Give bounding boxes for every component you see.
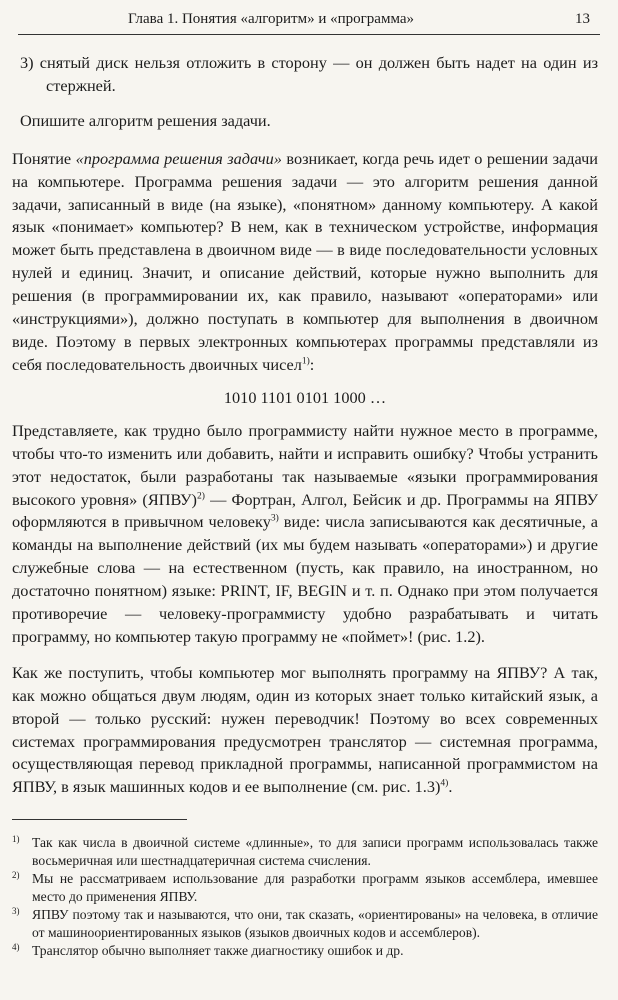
paragraph-text: возникает, когда речь идет о решении задачи на компьютере. Программа решения задачи — это алгоритм решения данной задачи, записанный в виде (на языке), «понятном» данному компьютеру. А какой язык «понимает» компьютер? В нем, как в техническом устройстве, информация может быть представлена в двоичном виде — в виде последовательности условных нулей и единиц. Значит, и описание действий, которые нужно выполнить для решения (в программировании их, как правило, называют «операторами» или «инструкциями»), должно поступать в компьютер для выполнения в двоичном виде. Поэтому в первых электронных компьютерах программы представляли из себя последовательность двоичных чисел (12, 148, 598, 374)
paragraph-text: Как же поступить, чтобы компьютер мог выполнять программу на ЯПВУ? А так, как можно общаться двум людям, один из которых знает только китайский язык, а второй — только русский: нужен переводчик! Поэтому во всех современных системах программирования предусмотрен транслятор — системная программа, осуществляющая перевод прикладной программы, написанной программистом на ЯПВУ, в язык машинных кодов и ее выполнение (см. рис. 1.3) (12, 662, 598, 797)
paragraph-lead: Понятие (12, 148, 76, 168)
paragraph-tail: : (309, 354, 315, 374)
paragraph-text: — Фортран, Алгол, Бейсик и др. Программы на ЯПВУ оформляются в привычном человеку (12, 489, 599, 532)
exercise-prompt: Опишите алгоритм решения задачи. (20, 110, 271, 130)
emphasized-term: «программа решения задачи» (75, 148, 282, 168)
footnotes (12, 834, 598, 960)
footnote-4 (12, 942, 598, 960)
page-number: 13 (575, 11, 590, 27)
binary-sequence: 1010 1101 0101 1000 … (223, 387, 387, 407)
footnote-3 (12, 906, 598, 941)
footnote-text: Так как числа в двоичной системе «длинные», то для записи программ использовалась также восьмеричная или шестнадцатеричная система счисления. (32, 835, 598, 868)
list-item-3: 3) снятый диск нельзя отложить в сторону — он должен быть надет на один из стержней. (20, 53, 598, 95)
footnote-2 (12, 870, 598, 905)
footnote-mark: 2) (12, 870, 20, 881)
chapter-title: Глава 1. Понятия «алгоритм» и «программа» (128, 11, 415, 27)
paragraph-text: Представляете, как трудно было программисту найти нужное место в программе, чтобы что-то изменить или добавить, найти и исправить ошибку? Чтобы устранить этот недостаток, были разработаны так называемые «языки программирования высокого уровня» (ЯПВУ) (12, 420, 598, 509)
footnote-text: Мы не рассматриваем использование для разработки программ языков ассемблера, имевшее место до применения ЯПВУ. (32, 871, 598, 904)
footnote-text: Транслятор обычно выполняет также диагностику ошибок и др. (32, 943, 404, 959)
paragraph-text: виде: числа записываются как десятичные, а команды на выполнение действий (их мы будем называть «операторами») и другие служебные слова — на естественном (пусть, как правило, на иностранном, но достаточно понятном) языке: PRINT, IF, BEGIN и т. п. Однако при этом получается противоречие — человеку-программисту удобно разрабатывать и читать программу, но компьютер такую программу не «поймет»! (рис. 1.2). (12, 512, 598, 646)
footnote-mark: 4) (12, 942, 20, 953)
footnote-1 (12, 834, 598, 869)
footnote-ref-3: 3) (270, 513, 279, 524)
footnote-mark: 1) (12, 834, 20, 845)
footnote-divider (12, 819, 187, 820)
paragraph-program-concept (12, 148, 598, 377)
paragraph-high-level-languages (12, 420, 598, 649)
footnote-mark: 3) (12, 906, 20, 917)
footnote-text: ЯПВУ поэтому так и называются, что они, так сказать, «ориентированы» на человека, в отличие от машиноориентированных языков (языков двоичных кодов и ассемблеров). (32, 907, 598, 940)
paragraph-tail: . (448, 777, 453, 797)
footnote-ref-1: 1) (301, 356, 310, 367)
page-body (12, 52, 598, 961)
running-header (18, 4, 600, 35)
footnote-ref-2: 2) (196, 491, 205, 502)
paragraph-translator (12, 662, 598, 799)
footnote-ref-4: 4) (440, 778, 449, 789)
